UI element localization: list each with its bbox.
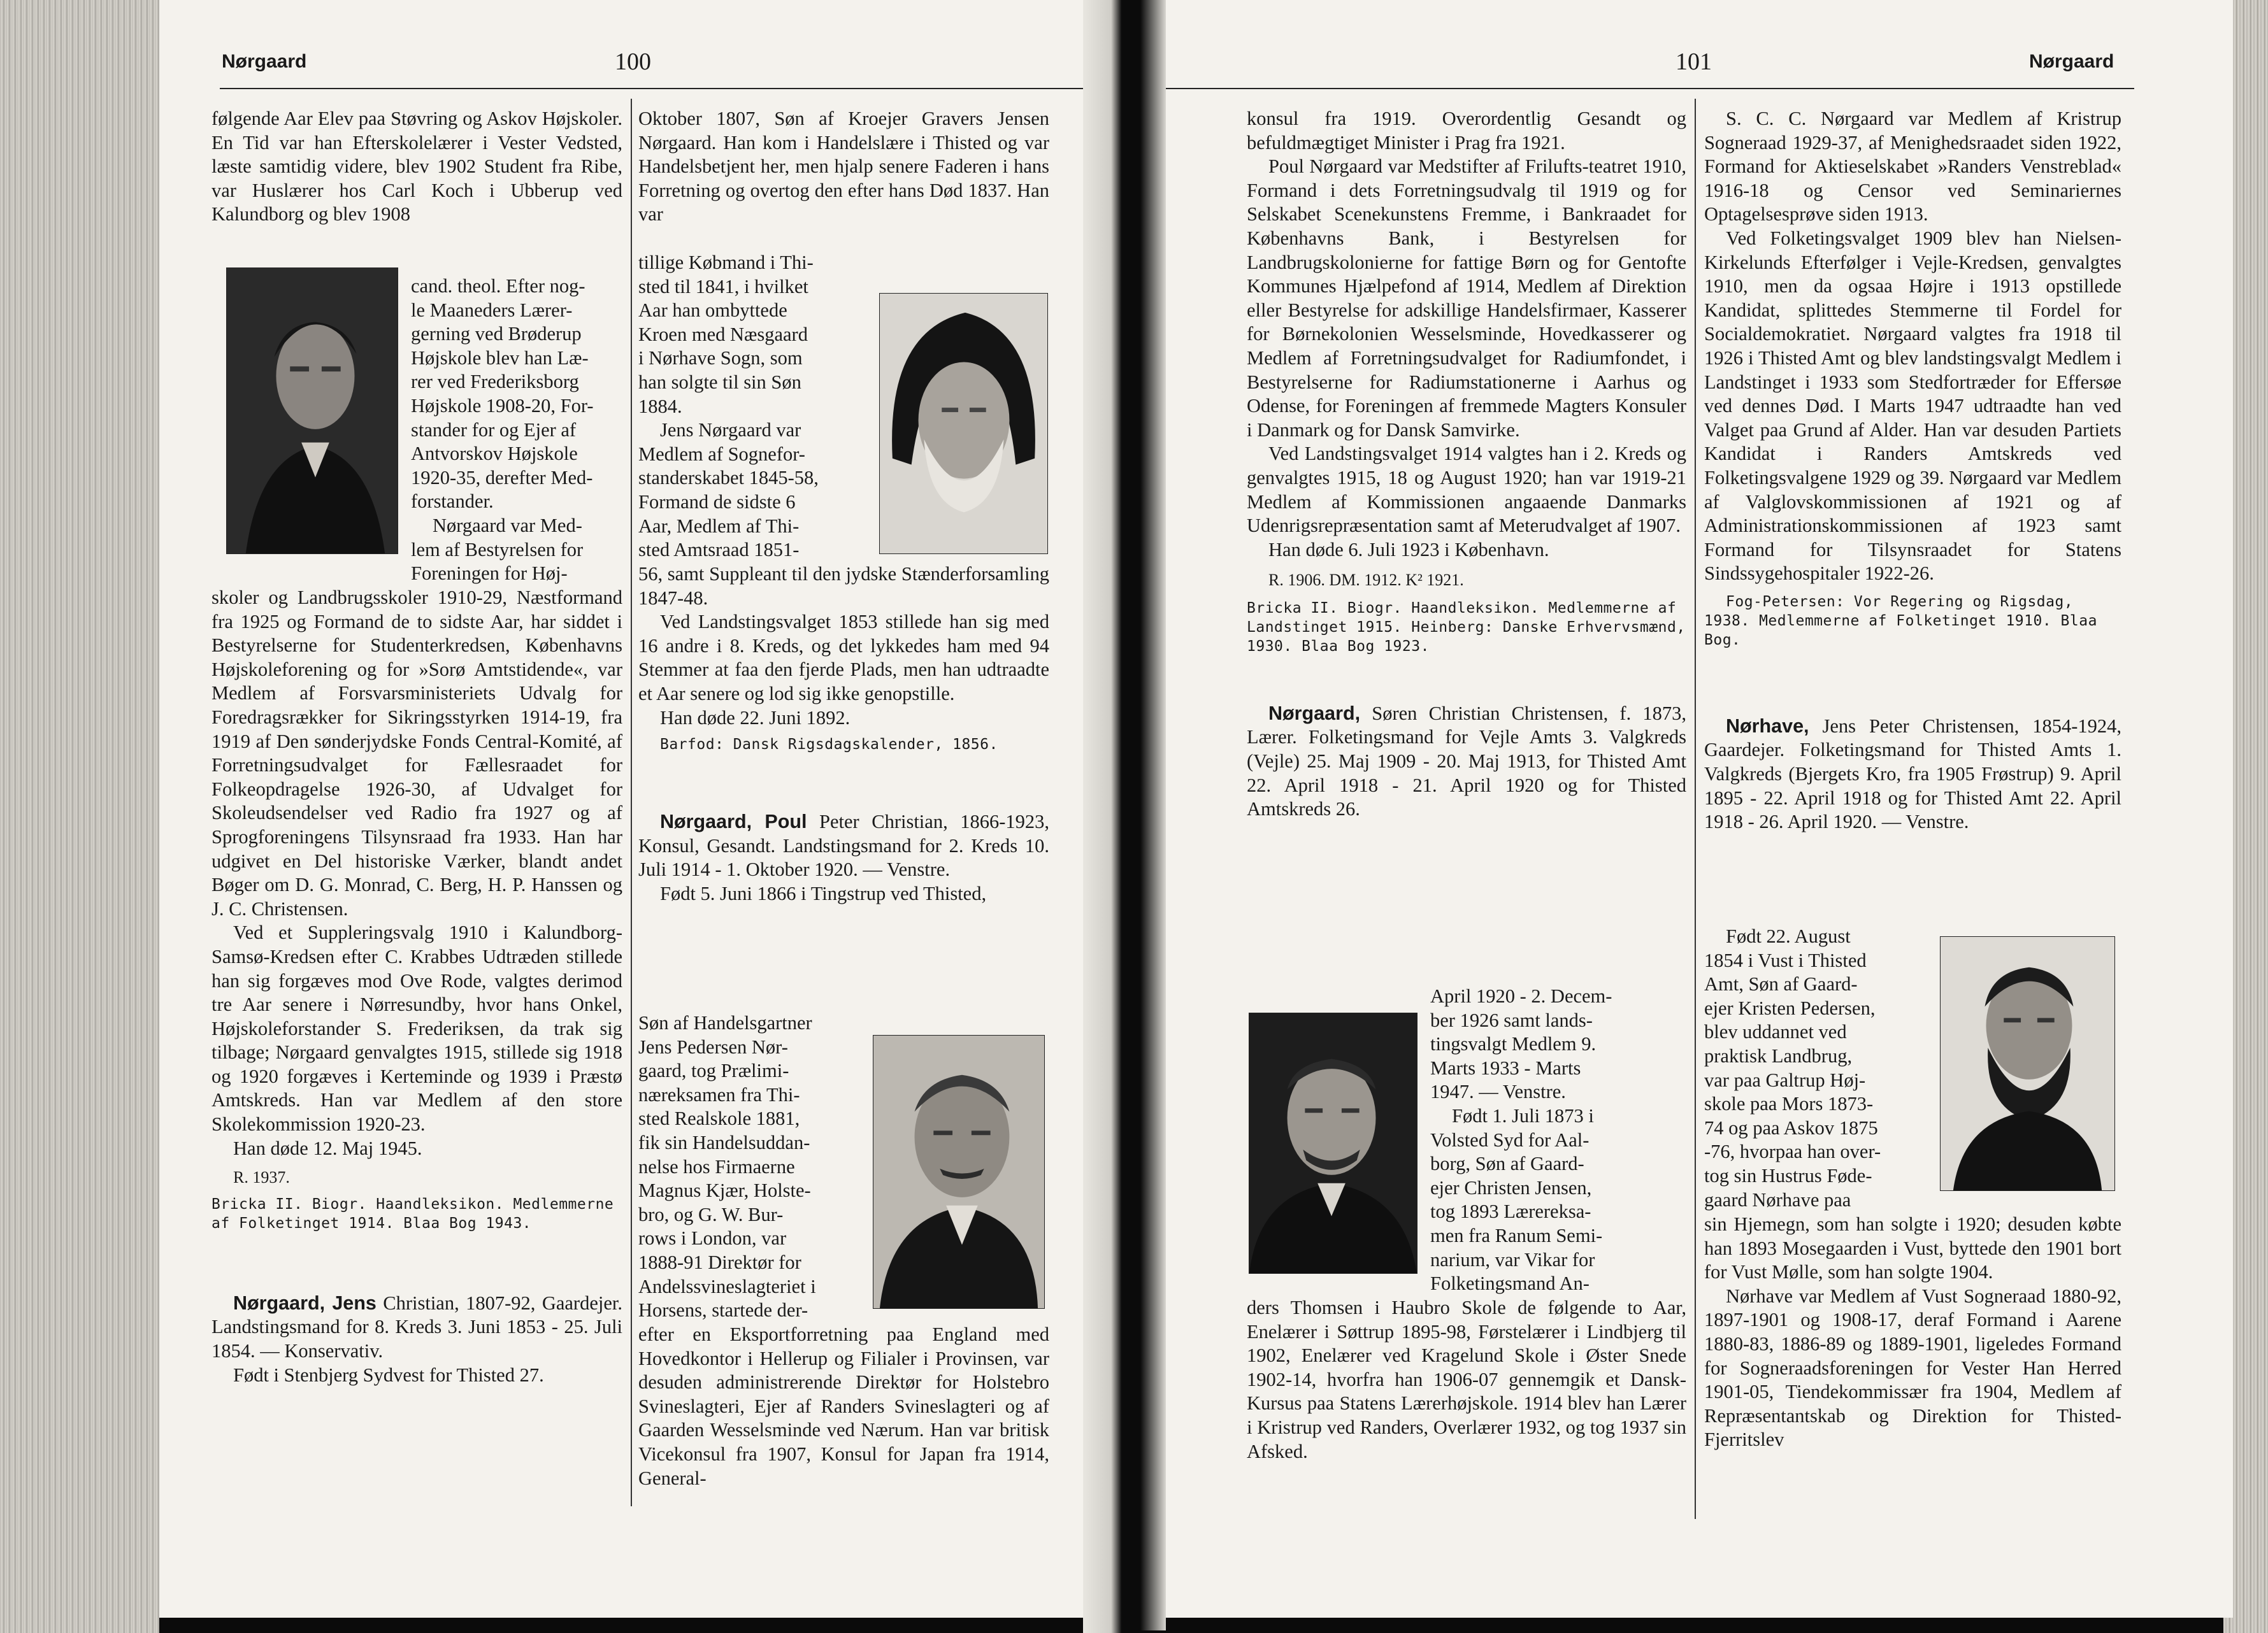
- text-line: gaard, tog Prælimi-: [638, 1060, 789, 1082]
- text-line: Født 1. Juli 1873 i: [1452, 1104, 1594, 1127]
- text-line: gaard Nørhave paa: [1704, 1188, 1851, 1211]
- left-col-2: [638, 107, 1049, 227]
- text-line: 1884.: [638, 395, 682, 417]
- text-line: Nørgaard var Med-: [433, 514, 582, 536]
- text-line: 74 og paa Askov 1875: [1704, 1116, 1878, 1139]
- right-page-number: 101: [1676, 48, 1712, 75]
- right-col-1: [1247, 107, 1686, 822]
- text-line: praktisk Landbrug,: [1704, 1045, 1853, 1067]
- text-line: Jens Pedersen Nør-: [638, 1036, 788, 1058]
- text-line: 1888-91 Direktør for: [638, 1251, 801, 1273]
- text-line: Folketingsmand An-: [1430, 1273, 1590, 1295]
- right-column-rule: [1695, 99, 1696, 1519]
- text-line: Magnus Kjær, Holste-: [638, 1180, 811, 1202]
- left-col-2-wrap: [638, 251, 858, 562]
- text-line: i Nørhave Sogn, som: [638, 347, 803, 369]
- text-line: cand. theol. Efter nog-: [411, 275, 585, 297]
- text-line: Aar, Medlem af Thi-: [638, 515, 800, 537]
- text-line: tog sin Hustrus Føde-: [1704, 1164, 1872, 1187]
- entry-gap: [1247, 656, 1686, 702]
- right-col-2: [1704, 107, 2121, 834]
- text-line: tog 1893 Lærereksa-: [1430, 1201, 1591, 1223]
- left-header-rule: [220, 88, 1137, 89]
- text-paragraph: Oktober 1807, Søn af Kroejer Gravers Jensen Nørgaard. Han kom i Handelslære i Thisted og var Handelsbetjent her, men hjalp senere Faderen i hans Forretning og overtog den efter hans Død 1837. Han var: [638, 108, 1049, 225]
- left-col-1: [212, 107, 622, 227]
- portrait-photo-3: [873, 1035, 1045, 1309]
- text-line: skole paa Mors 1873-: [1704, 1093, 1874, 1115]
- left-col-1-lower: [212, 586, 622, 1387]
- left-col-2-bottom: [638, 1323, 1049, 1490]
- portrait-photo-1: [226, 267, 398, 554]
- left-running-header: Nørgaard: [222, 51, 307, 72]
- text-paragraph: skoler og Landbrugsskoler 1910-29, Næstformand fra 1925 og Formand de to sidste Aar, har siddet i Bestyrelserne for Studenterkredsen, Københavns Højskoleforening og for »Sorø Amtstidende«, var Medlem af Forsvarsministeriets Udvalg for Foredragsrækker for Sikringsstyrken 1914-19, fra 1919 af Den sønderjydske Fonds Central-Komité, af Forretningsudvalget for Fællesraadet for Folkeopdragelse 1926-30, af Udvalget for Skoleudsendelser ved Radio fra 1927 og af Sprogforeningens Tilsynsraad fra 1933. Han har udgivet en Del historiske Værker, blandt andet Bøger om D. G. Monrad, C. Berg, H. P. Hanssen og J. C. Christensen.: [212, 587, 622, 920]
- text-line: bro, og G. W. Bur-: [638, 1203, 784, 1225]
- entry-heading: Nørgaard, Poul: [660, 811, 807, 833]
- text-paragraph: sin Hjemegn, som han solgte i 1920; desuden købte han 1893 Mosegaarden i Vust, byttede den 1901 bort for Vust Mølle, som han solgte 1904.: [1704, 1213, 2121, 1283]
- entry-gap: [212, 1233, 622, 1292]
- text-line: fik sin Handelsuddan-: [638, 1131, 810, 1153]
- text-line: lem af Bestyrelsen for: [411, 538, 584, 560]
- entry-intro: Christian, 1807-92, Gaardejer. Landstingsmand for 8. Kreds 3. Juni 1853 - 25. Juli 1854. — Konservativ.: [212, 1292, 622, 1362]
- portrait-photo-5: [1940, 936, 2115, 1191]
- text-paragraph: Ved Landstingsvalget 1914 valgtes han i 2. Kreds og genvalgtes 1915, 18 og August 1920; han var 1919-21 Medlem af Kommissionen angaaende Danmarks Udenrigsrepræsentation samt af Meterudvalget af 1907.: [1247, 443, 1686, 537]
- text-paragraph: følgende Aar Elev paa Støvring og Askov Højskoler. En Tid var han Efterskolelærer i Vester Vedsted, læste samtidig videre, blev 1902 Student fra Ribe, var Huslærer hos Carl Koch i Ubberup ved Kalundborg og blev 1908: [212, 108, 622, 225]
- entry-intro: Søren Christian Christensen, f. 1873, Lærer. Folketingsmand for Vejle Amts 3. Valgkreds (Vejle) 25. Maj 1909 - 20. Maj 1913, for Thisted Amt 22. April 1918 - 21. April 1920 og for Thisted Amtskreds 26.: [1247, 702, 1686, 820]
- text-line: -76, hvorpaa han over-: [1704, 1141, 1881, 1163]
- text-line: sted Amtsraad 1851-: [638, 539, 800, 561]
- order-line: R. 1937.: [233, 1168, 290, 1187]
- text-paragraph: Ved et Suppleringsvalg 1910 i Kalundborg-Samsø-Kredsen efter C. Krabbes Udtræden stillede han sig forgæves mod Ove Rode, valgtes derimod tre Aar senere i Nørresundby, hvor hans Onkel, Højskoleforstander S. Frederiksen, da trak sig tilbage; Nørgaard genvalgtes 1915, stillede sig 1918 og 1920 forgæves i Kerteminde og 1939 i Præstø Amtskreds. Han var Medlem af den store Skolekommission 1920-23.: [212, 922, 622, 1136]
- entry-intro: Jens Peter Christensen, 1854-1924, Gaardejer. Folketingsmand for Thisted Amts 1. Valgkreds (Bjergets Kro, fra 1905 Frøstrup) 9. April 1895 - 22. April 1918 og for Thisted Amt 22. April 1918 - 26. April 1920. — Venstre.: [1704, 715, 2121, 833]
- text-paragraph: 56, samt Suppleant til den jydske Stænderforsamling 1847-48.: [638, 563, 1049, 609]
- right-col-2-lower: [1704, 1213, 2121, 1452]
- text-line: ejer Christen Jensen,: [1430, 1176, 1592, 1199]
- portrait-photo-4: [1249, 1013, 1418, 1274]
- text-paragraph: konsul fra 1919. Overordentlig Gesandt og befuldmægtiget Minister i Prag fra 1921.: [1247, 108, 1686, 153]
- text-line: sted Realskole 1881,: [638, 1108, 800, 1130]
- text-line: nelse hos Firmaerne: [638, 1155, 795, 1178]
- text-line: 1920-35, derefter Med-: [411, 466, 593, 488]
- text-line: Andelssvineslagteriet i: [638, 1275, 816, 1297]
- order-line: R. 1906. DM. 1912. K² 1921.: [1268, 571, 1464, 590]
- text-line: 1854 i Vust i Thisted: [1704, 949, 1867, 971]
- entry-gap: [638, 754, 1049, 810]
- entry-heading: Nørhave,: [1726, 715, 1809, 737]
- text-paragraph: Ved Landstingsvalget 1853 stillede han sig med 16 andre i 8. Kreds, og det lykkedes ham med 94 Stemmer at faa den fjerde Plads, men han udtraadte et Aar senere og lod sig ikke genopstille.: [638, 611, 1049, 704]
- text-line: forstander.: [411, 490, 494, 513]
- text-paragraph: Født i Stenbjerg Sydvest for Thisted 27.: [233, 1364, 544, 1386]
- text-paragraph: Ved Folketingsvalget 1909 blev han Nielsen-Kirkelunds Efterfølger i Vejle-Kredsen, genvalgtes 1910, men da ogsaa Højre i 1913 opstillede Kandidat, splittedes Stemmerne til Fordel for Socialdemokratiet. Nørgaard valgtes fra 1918 til 1926 i Thisted Amt og blev landstingsvalgt Medlem i Landstinget i 1933 som Stedfortræder for Effersøe ved dennes Død. I Marts 1947 udtraadte han ved Valget paa Grund af Alder. Han var desuden Partiets Kandidat i Randers Amtskreds ved Folketingsvalgene 1929 og 39. Nørgaard var Medlem af Valglovskommissionen af 1921 og af Administrationskommissionen af 1923 samt Formand for Tilsynsraadet for Statens Sindssygehospitaler 1922-26.: [1704, 227, 2121, 585]
- text-line: Horsens, startede der-: [638, 1299, 808, 1322]
- left-page: [159, 0, 1137, 1618]
- text-line: tingsvalgt Medlem 9.: [1430, 1033, 1597, 1055]
- text-paragraph: Poul Nørgaard var Medstifter af Frilufts-teatret 1910, Formand i dets Forretningsudvalg til 1919 og for Selskabet Scenekunstens Fremme, i Bankraadet for Københavns Bank, i Bestyrelsen for Landbrugskolonierne for fattige Børn og for Gentofte Kommunes Hjælpefond af 1914, Medlem af Direktion eller Bestyrelse for adskillige Handelsfirmaer, Kasserer for Børnekolonien Wesselsminde, Hovedkasserer og Medlem af Forretningsudvalget for Radiumfondet, i Bestyrelserne for Radiumstationerne i Aarhus og Odense, for Foreningen af fremmede Magters Konsuler i Danmark og for Dansk Samvirke.: [1247, 155, 1686, 441]
- text-line: borg, Søn af Gaard-: [1430, 1153, 1584, 1175]
- text-line: Antvorskov Højskole: [411, 443, 578, 465]
- text-line: Medlem af Sognefor-: [638, 443, 805, 465]
- text-line: blev uddannet ved: [1704, 1021, 1847, 1043]
- entry-heading: Nørgaard, Jens: [233, 1292, 377, 1314]
- left-col-2-lower: [638, 562, 1049, 906]
- text-line: næreksamen fra Thi-: [638, 1083, 800, 1106]
- text-line: rer ved Frederiksborg: [411, 371, 579, 393]
- death-line: Han døde 22. Juni 1892.: [660, 706, 850, 729]
- spine-shadow: [1140, 0, 1166, 1630]
- text-line: Foreningen for Høj-: [411, 562, 568, 585]
- text-line: Amt, Søn af Gaard-: [1704, 973, 1858, 995]
- entry-heading: Nørgaard,: [1268, 702, 1361, 724]
- text-line: Volsted Syd for Aal-: [1430, 1129, 1590, 1151]
- source-line: Bricka II. Biogr. Haandleksikon. Medlemmerne af Folketinget 1914. Blaa Bog 1943.: [212, 1195, 614, 1232]
- text-line: Højskole blev han Læ-: [411, 346, 589, 369]
- right-running-header: Nørgaard: [2029, 51, 2114, 72]
- text-line: le Maaneders Lærer-: [411, 299, 573, 321]
- right-page: [1150, 0, 2233, 1618]
- entry-intro: Peter Christian, 1866-1923, Konsul, Gesandt. Landstingsmand for 2. Kreds 10. Juli 1914 - 1. Oktober 1920. — Venstre.: [638, 811, 1050, 881]
- left-col-1-wrap: [411, 275, 622, 586]
- text-line: narium, var Vikar for: [1430, 1248, 1595, 1271]
- text-line: men fra Ranum Semi-: [1430, 1224, 1603, 1246]
- text-line: Født 22. August: [1726, 925, 1851, 947]
- source-line: Fog-Petersen: Vor Regering og Rigsdag, 1938. Medlemmerne af Folketinget 1910. Blaa Bog.: [1704, 593, 2097, 648]
- source-line: Barfod: Dansk Rigsdagskalender, 1856.: [660, 736, 998, 753]
- death-line: Han døde 12. Maj 1945.: [233, 1137, 422, 1159]
- text-line: Søn af Handelsgartner: [638, 1012, 812, 1034]
- text-paragraph: S. C. C. Nørgaard var Medlem af Kristrup Sogneraad 1929-37, af Menighedsraadet siden 1922, Formand for Aktieselskabet »Randers Venstreblad« 1916-18 og Censor ved Seminariernes Optagelsesprøve siden 1913.: [1704, 108, 2121, 225]
- text-line: ber 1926 samt lands-: [1430, 1009, 1593, 1031]
- right-col-1-bottom: [1247, 1296, 1686, 1464]
- left-page-edges: [0, 0, 159, 1633]
- text-line: var paa Galtrup Høj-: [1704, 1069, 1866, 1091]
- text-paragraph: ders Thomsen i Haubro Skole de følgende to Aar, Enelærer i Søttrup 1895-98, Førstelærer i Lindbjerg til 1902, Enelærer ved Kragelund Skole i Øster Snede 1902-14, hvorfra han 1906-07 gennemgik et Dansk-Kursus paa Statens Lærerhøjskole. 1914 blev han Lærer i Kristrup ved Randers, Overlærer 1932, og tog 1937 sin Afsked.: [1247, 1297, 1686, 1462]
- left-page-number: 100: [615, 48, 651, 75]
- text-line: Kroen med Næsgaard: [638, 323, 808, 345]
- text-line: rows i London, var: [638, 1227, 787, 1250]
- text-line: Jens Nørgaard var: [660, 419, 801, 441]
- text-line: Højskole 1908-20, For-: [411, 394, 594, 417]
- text-line: tillige Købmand i Thi-: [638, 252, 814, 273]
- text-line: Marts 1933 - Marts: [1430, 1057, 1581, 1079]
- text-line: Aar han ombyttede: [638, 299, 787, 322]
- death-line: Han døde 6. Juli 1923 i København.: [1268, 538, 1549, 560]
- left-col-2-wrap-2: [638, 1011, 855, 1323]
- text-line: han solgte til sin Søn: [638, 371, 801, 393]
- text-line: gerning ved Brøderup: [411, 323, 582, 345]
- right-header-rule: [1153, 88, 2134, 89]
- portrait-photo-2: [879, 293, 1048, 554]
- text-paragraph: Født 5. Juni 1866 i Tingstrup ved Thisted,: [660, 882, 987, 904]
- text-line: stander for og Ejer af: [411, 418, 577, 441]
- text-line: standerskabet 1845-58,: [638, 467, 819, 489]
- entry-gap: [1704, 650, 2121, 715]
- text-line: April 1920 - 2. Decem-: [1430, 985, 1612, 1007]
- left-column-rule: [631, 99, 632, 1506]
- text-line: ejer Kristen Pedersen,: [1704, 997, 1876, 1019]
- right-col-2-wrap: [1704, 925, 1921, 1212]
- text-line: Formand de sidste 6: [638, 490, 796, 513]
- right-col-1-wrap: [1430, 985, 1685, 1296]
- text-paragraph: Nørhave var Medlem af Vust Sogneraad 1880-92, 1897-1901 og 1908-17, deraf Formand i Aarene 1880-83, 1886-89 og 1889-1901, ligeledes Formand for Sogneraadsforeningen for Vester Han Herred 1901-05, Tiendekommissær fra 1904, Medlem af Repræsentantskab og Direktion for Thisted-Fjerritslev: [1704, 1285, 2121, 1451]
- text-paragraph: efter en Eksportforretning paa England med Hovedkontor i Hellerup og Filialer i Provinsen, var desuden administrerende Direktør for Holstebro Svineslagteri, Ejer af Randers Svineslagteri og af Gaarden Wesselsminde ved Nærum. Han var britisk Vicekonsul fra 1907, Konsul for Japan fra 1914, General-: [638, 1323, 1049, 1489]
- text-line: 1947. — Venstre.: [1430, 1081, 1566, 1103]
- source-line: Bricka II. Biogr. Haandleksikon. Medlemmerne af Landstinget 1915. Heinberg: Danske Erhvervsmænd, 1930. Blaa Bog 1923.: [1247, 599, 1686, 655]
- text-line: sted til 1841, i hvilket: [638, 275, 808, 297]
